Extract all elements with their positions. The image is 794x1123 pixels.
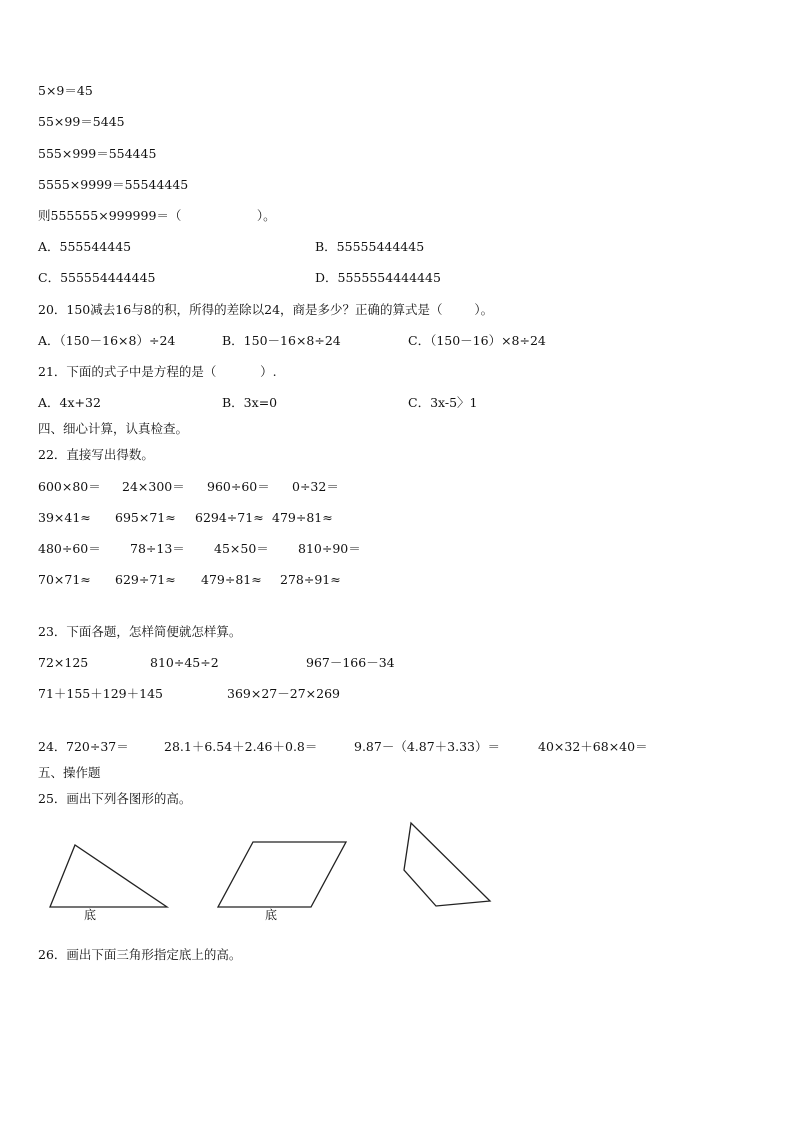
- q22-item: 810÷90＝: [298, 541, 361, 556]
- q24-item: 720÷37＝: [66, 739, 129, 754]
- q22-item: 24×300＝: [122, 479, 185, 494]
- q20-option-a[interactable]: A．（150－16×8）÷24: [38, 333, 176, 348]
- pattern-line-3: 555×999＝554445: [38, 146, 157, 161]
- q21-option-a[interactable]: A．4x+32: [38, 395, 101, 410]
- q26-text: 26．画出下面三角形指定底上的高。: [38, 947, 242, 962]
- pattern-option-b[interactable]: B．55555444445: [315, 239, 425, 254]
- q24-item: 40×32＋68×40＝: [538, 739, 648, 754]
- q22-item: 0÷32＝: [292, 479, 339, 494]
- q21-option-b[interactable]: B．3x=0: [222, 395, 278, 410]
- q22-item: 480÷60＝: [38, 541, 101, 556]
- q23-item: 810÷45÷2: [150, 655, 219, 670]
- pattern-line-2: 55×99＝5445: [38, 114, 125, 129]
- quadrilateral-shape: [404, 823, 490, 906]
- q22-text: 22．直接写出得数。: [38, 447, 154, 462]
- q23-item: 369×27－27×269: [227, 686, 340, 701]
- pattern-line-4: 5555×9999＝55544445: [38, 177, 189, 192]
- q23-item: 72×125: [38, 655, 89, 670]
- parallelogram-shape: [218, 842, 346, 907]
- q23-item: 71＋155＋129＋145: [38, 686, 163, 701]
- section5-title: 五、操作题: [38, 765, 101, 780]
- pattern-option-d[interactable]: D．5555554444445: [315, 270, 441, 285]
- q21-text: 21．下面的式子中是方程的是（ ）.: [38, 364, 277, 379]
- q22-item: 629÷71≈: [115, 572, 176, 587]
- parallelogram-base-label: 底: [265, 908, 278, 922]
- q22-item: 39×41≈: [38, 510, 91, 525]
- q22-item: 45×50＝: [214, 541, 269, 556]
- q22-item: 600×80＝: [38, 479, 101, 494]
- q25-text: 25．画出下列各图形的高。: [38, 791, 192, 806]
- q20-text: 20．150减去16与8的积，所得的差除以24，商是多少？正确的算式是（ ）。: [38, 302, 494, 317]
- q22-item: 479÷81≈: [201, 572, 262, 587]
- q22-item: 70×71≈: [38, 572, 91, 587]
- q24-item: 9.87－（4.87＋3.33）＝: [354, 739, 500, 754]
- triangle-base-label: 底: [84, 908, 97, 922]
- q22-item: 960÷60＝: [207, 479, 270, 494]
- pattern-option-c[interactable]: C．555554444445: [38, 270, 156, 285]
- q22-item: 695×71≈: [115, 510, 176, 525]
- q22-item: 6294÷71≈: [195, 510, 264, 525]
- q23-item: 967－166－34: [306, 655, 395, 670]
- q24-item: 28.1＋6.54＋2.46＋0.8＝: [164, 739, 318, 754]
- q20-option-c[interactable]: C．（150－16）×8÷24: [408, 333, 546, 348]
- q22-item: 78÷13＝: [130, 541, 185, 556]
- pattern-option-a[interactable]: A．555544445: [38, 239, 132, 254]
- pattern-question: 则555555×999999＝（ ）。: [38, 208, 276, 223]
- q20-option-b[interactable]: B．150－16×8÷24: [222, 333, 341, 348]
- pattern-line-1: 5×9＝45: [38, 83, 93, 98]
- triangle-shape: [50, 845, 167, 907]
- q22-item: 278÷91≈: [280, 572, 341, 587]
- q25-figures: [0, 815, 794, 930]
- q23-text: 23．下面各题，怎样简便就怎样算。: [38, 624, 242, 639]
- q21-option-c[interactable]: C．3x-5〉1: [408, 395, 478, 410]
- section4-title: 四、细心计算，认真检查。: [38, 421, 189, 436]
- q22-item: 479÷81≈: [272, 510, 333, 525]
- q24-label: 24．: [38, 739, 67, 754]
